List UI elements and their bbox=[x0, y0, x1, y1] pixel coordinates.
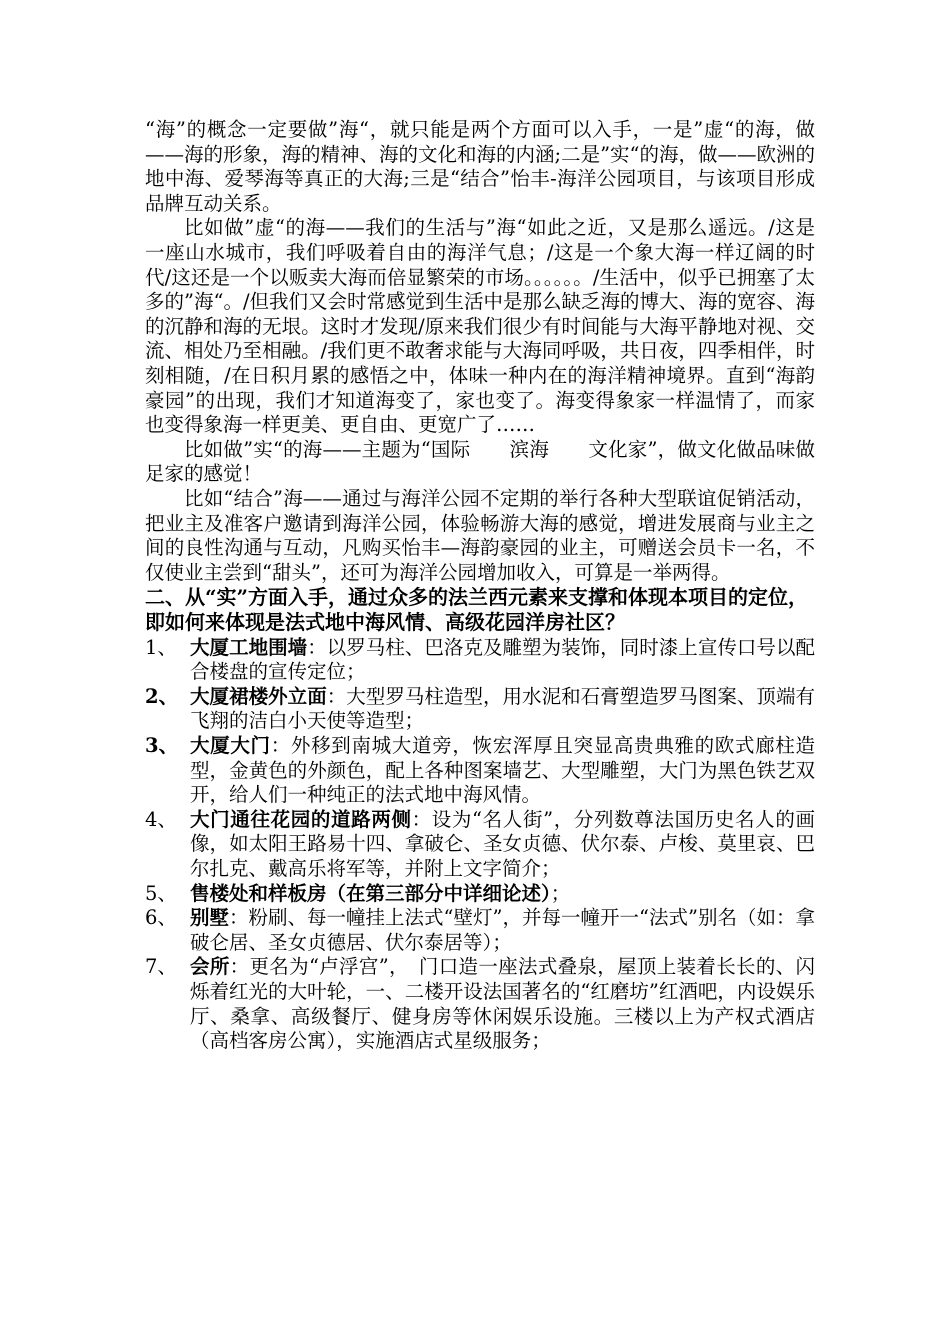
list-item bbox=[145, 955, 815, 1053]
list-item bbox=[145, 808, 815, 882]
list-item-text: ：以罗马柱、巴洛克及雕塑为装饰，同时漆上宣传口号以配合楼盘的宣传定位； bbox=[190, 635, 815, 684]
list-item-number: 3、 bbox=[145, 734, 179, 758]
list-item-lead: 售楼处和样板房（在第三部分中详细论述） bbox=[190, 881, 551, 905]
list-item-number: 6、 bbox=[145, 906, 177, 930]
paragraph-virtual-sea: 比如做”虚“的海——我们的生活与”海“如此之近，又是那么遥远。/这是一座山水城市，我们呼吸着自由的海洋气息；/这是一个象大海一样辽阔的时代/这还是一个以贩卖大海而倍显繁荣的市场。。。。。。/生活中，似乎已拥塞了太多的”海“。/但我们又会时常感觉到生活中是那么缺乏海的博大、海的宽容、海的沉静和海的无垠。这时才发现/原来我们很少有时间能与大海平静地对视、交流、相处乃至相融。/我们更不敢奢求能与大海同呼吸，共日夜，四季相伴，时刻相随，/在日积月累的感悟之中，体味一种内在的海洋精神境界。直到“海韵豪园”的出现，我们才知道海变了，家也变了。海变得象家一样温情了，而家也变得象海一样更美、更自由、更宽广了…… bbox=[145, 216, 816, 437]
list-item-lead: 别墅 bbox=[190, 906, 230, 930]
paragraph-intro: “海”的概念一定要做”海“，就只能是两个方面可以入手，一是”虚“的海，做——海的形象，海的精神、海的文化和海的内涵;二是”实“的海，做——欧洲的地中海、爱琴海等真正的大海;三是“结合”怡丰-海洋公园项目，与该项目形成品牌互动关系。 bbox=[145, 118, 816, 215]
list-item-text: ：外移到南城大道旁，恢宏浑厚且突显高贵典雅的欧式廊柱造型，金黄色的外颜色，配上各种图案墙艺、大型雕塑，大门为黑色铁艺双开，给人们一种纯正的法式地中海风情。 bbox=[190, 734, 815, 807]
list-item-text: ：设为“名人街”，分列数尊法国历史名人的画像，如太阳王路易十四、拿破仑、圣女贞德、伏尔泰、卢梭、莫里哀、巴尔扎克、戴高乐将军等，并附上文字简介； bbox=[190, 807, 815, 881]
list-item bbox=[145, 882, 815, 907]
section-heading: 二、从“实”方面入手，通过众多的法兰西元素来支撑和体现本项目的定位，即如何来体现是法式地中海风情、高级花园洋房社区？ bbox=[145, 585, 809, 635]
paragraph-combined-sea: 比如“结合”海——通过与海洋公园不定期的举行各种大型联谊促销活动，把业主及准客户邀请到海洋公园，体验畅游大海的感觉，增进发展商与业主之间的良性沟通与互动，凡购买怡丰—海韵豪园的业主，可赠送会员卡一名，不仅使业主尝到“甜头”，还可为海洋公园增加收入，可算是一举两得。 bbox=[145, 486, 815, 584]
list-item-text: ； bbox=[550, 881, 571, 905]
list-item-lead: 大厦大门 bbox=[190, 734, 271, 758]
list-item-text: ：大型罗马柱造型，用水泥和石膏塑造罗马图案、顶端有飞翔的洁白小天使等造型； bbox=[190, 684, 815, 733]
list-item-number: 2、 bbox=[145, 684, 179, 708]
list-item-number: 1、 bbox=[145, 635, 177, 659]
list-item-number: 7、 bbox=[145, 955, 177, 979]
list-item-lead: 大厦工地围墙 bbox=[190, 635, 308, 659]
list-item-text: ：粉刷、每一幢挂上法式“壁灯”，并每一幢开一“法式”别名（如：拿破仑居、圣女贞德居、伏尔泰居等）； bbox=[190, 906, 815, 954]
list-item bbox=[145, 636, 815, 685]
list-item bbox=[145, 906, 815, 955]
paragraph-real-sea: 比如做”实“的海——主题为“国际 滨海 文化家”，做文化做品味做足家的感觉！ bbox=[145, 437, 815, 486]
list-item-text: ：更名为“卢浮宫”， 门口造一座法式叠泉，屋顶上装着长长的、闪烁着红光的大叶轮，一、二楼开设法国著名的“红磨坊”红酒吧，内设娱乐厅、桑拿、高级餐厅、健身房等休闲娱乐设施。三楼以上为产权式酒店（高档客房公寓），实施酒店式星级服务； bbox=[190, 955, 815, 1053]
list-item-lead: 大厦裙楼外立面 bbox=[190, 684, 327, 708]
list-item-number: 5、 bbox=[145, 881, 177, 905]
list-item bbox=[145, 685, 815, 734]
list-item-lead: 大门通往花园的道路两侧 bbox=[190, 807, 412, 831]
document-page bbox=[145, 118, 815, 1054]
list-item-lead: 会所 bbox=[190, 955, 230, 979]
list-item-number: 4、 bbox=[145, 807, 177, 831]
list-item bbox=[145, 734, 815, 808]
